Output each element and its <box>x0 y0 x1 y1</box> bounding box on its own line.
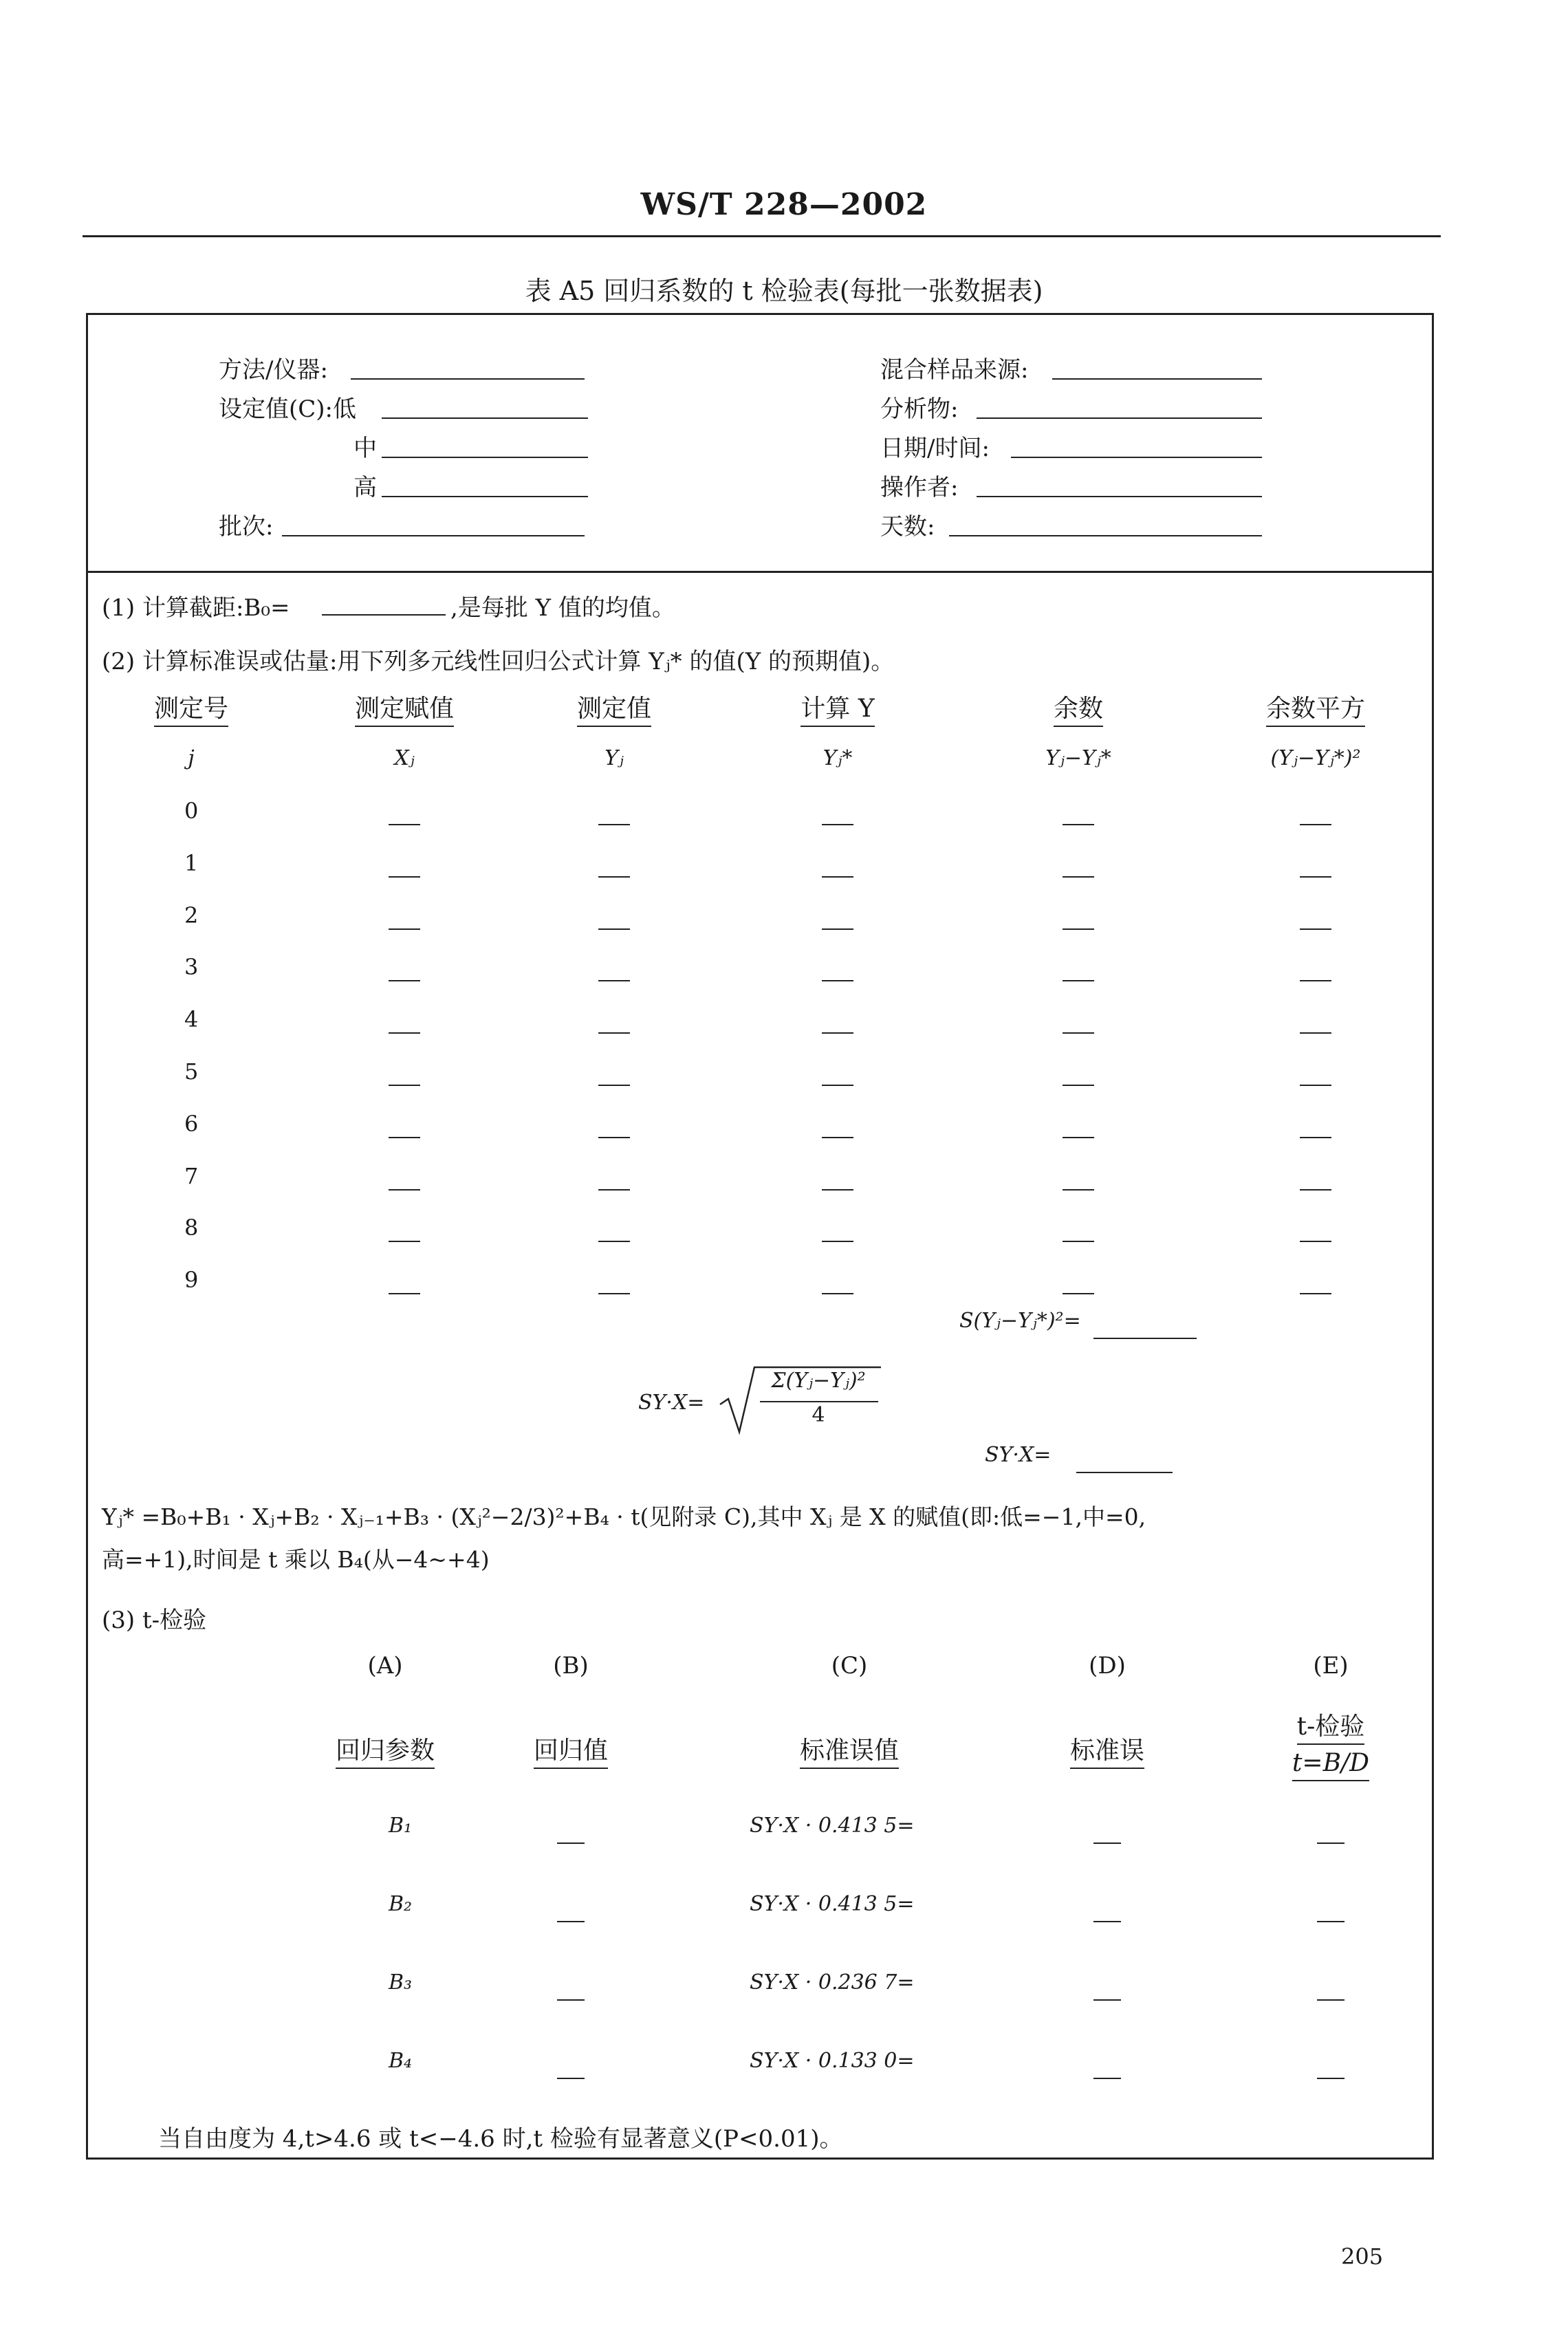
syx-numerator: Σ(Yⱼ−Yⱼ)² <box>771 1369 866 1393</box>
header-rule <box>83 235 1441 237</box>
setpoint-high-field[interactable] <box>382 496 588 497</box>
blank-cell[interactable] <box>1063 980 1094 981</box>
operator-label: 操作者: <box>880 474 959 501</box>
setpoint-high-label: 高 <box>353 474 377 501</box>
row-index: 7 <box>184 1162 199 1189</box>
blank-cell[interactable] <box>1063 876 1094 878</box>
row-index: 4 <box>184 1006 199 1033</box>
batch-field[interactable] <box>282 535 585 536</box>
row-index: 8 <box>184 1215 199 1241</box>
significance-note: 当自由度为 4,t>4.6 或 t<−4.6 时,t 检验有显著意义(P<0.01)。 <box>158 2125 843 2153</box>
blank-cell[interactable] <box>389 1137 420 1138</box>
setpoint-mid-label: 中 <box>353 435 377 462</box>
col-letter-d: (D) <box>1089 1652 1126 1680</box>
equation-line2: 高=+1),时间是 t 乘以 B₄(从−4~+4) <box>102 1546 490 1573</box>
blank-cell[interactable] <box>1093 1842 1121 1844</box>
blank-cell[interactable] <box>1063 1032 1094 1034</box>
blank-cell[interactable] <box>1063 928 1094 930</box>
blank-cell[interactable] <box>1317 1999 1344 2001</box>
row-index: 0 <box>184 798 199 824</box>
ttest-header-se-text: 标准误 <box>1070 1737 1144 1769</box>
method-instrument-label: 方法/仪器: <box>219 356 328 384</box>
ttest-header-value <box>461 1731 681 1766</box>
col-header-residual-sq-text: 余数平方 <box>1266 695 1365 727</box>
step3-title: (3) t-检验 <box>102 1607 207 1634</box>
equation-line1: Yⱼ* =B₀+B₁ · Xⱼ+B₂ · Xⱼ₋₁+B₃ · (Xⱼ²−2/3)²+B₄ · t(见附录 C),其中 Xⱼ 是 X 的赋值(即:低=−1,中=0, <box>102 1503 1146 1530</box>
blank-cell[interactable] <box>822 1189 853 1191</box>
sym-yj: Yⱼ <box>605 746 624 770</box>
setpoint-low-field[interactable] <box>382 417 588 419</box>
blank-cell[interactable] <box>1063 824 1094 825</box>
blank-cell[interactable] <box>1300 928 1331 930</box>
ttest-header-se <box>997 1731 1217 1766</box>
operator-field[interactable] <box>977 496 1262 497</box>
blank-cell[interactable] <box>557 2078 585 2079</box>
blank-cell[interactable] <box>1063 1137 1094 1138</box>
blank-cell[interactable] <box>1300 1085 1331 1086</box>
sum-squares-label: S(Yⱼ−Yⱼ*)²= <box>959 1309 1081 1333</box>
ttest-header-formula <box>1221 1749 1441 1777</box>
step1-suffix: ,是每批 Y 值的均值。 <box>450 594 675 622</box>
days-field[interactable] <box>949 535 1262 536</box>
blank-cell[interactable] <box>389 1189 420 1191</box>
ttest-param: B₁ <box>389 1814 413 1838</box>
ttest-se-formula: SY·X · 0.133 0= <box>750 2049 915 2073</box>
col-header-calc-y-text: 计算 Y <box>801 695 874 727</box>
blank-cell[interactable] <box>1300 1032 1331 1034</box>
ttest-header-param-text: 回归参数 <box>336 1737 435 1769</box>
blank-cell[interactable] <box>822 928 853 930</box>
blank-cell[interactable] <box>1093 1999 1121 2001</box>
col-letter-e: (E) <box>1313 1652 1349 1680</box>
syx-denominator: 4 <box>812 1403 825 1427</box>
blank-cell[interactable] <box>598 1032 630 1034</box>
sym-residual: Yⱼ−Yⱼ* <box>1045 746 1111 770</box>
blank-cell[interactable] <box>1300 980 1331 981</box>
col-letter-b: (B) <box>553 1652 589 1680</box>
row-index: 1 <box>184 849 199 876</box>
sym-yj-star: Yⱼ* <box>823 746 853 770</box>
col-header-residual <box>968 689 1188 724</box>
blank-cell[interactable] <box>1093 1921 1121 1922</box>
blank-cell[interactable] <box>598 824 630 825</box>
ttest-param: B₄ <box>389 2049 413 2073</box>
syx-field[interactable] <box>1076 1472 1173 1473</box>
col-header-measured <box>504 689 724 724</box>
row-index: 9 <box>184 1267 199 1294</box>
page-number: 205 <box>1341 2243 1384 2270</box>
ttest-header-t-text: t-检验 <box>1297 1713 1365 1745</box>
blank-cell[interactable] <box>1300 1293 1331 1294</box>
date-time-field[interactable] <box>1011 457 1262 458</box>
blank-cell[interactable] <box>822 824 853 825</box>
blank-cell[interactable] <box>389 1085 420 1086</box>
col-header-residual-sq <box>1206 689 1426 724</box>
blank-cell[interactable] <box>1317 1921 1344 1922</box>
ttest-header-formula-text: t=B/D <box>1292 1749 1369 1781</box>
blank-cell[interactable] <box>1300 1137 1331 1138</box>
method-instrument-field[interactable] <box>351 378 585 380</box>
blank-cell[interactable] <box>598 876 630 878</box>
blank-cell[interactable] <box>822 980 853 981</box>
row-index: 6 <box>184 1110 199 1137</box>
blank-cell[interactable] <box>598 1085 630 1086</box>
ttest-header-t <box>1221 1707 1441 1742</box>
row-index: 3 <box>184 954 199 981</box>
blank-cell[interactable] <box>822 1293 853 1294</box>
table-title: 表 A5 回归系数的 t 检验表(每批一张数据表) <box>525 276 1043 306</box>
ttest-se-formula: SY·X · 0.236 7= <box>750 1970 915 1994</box>
blank-cell[interactable] <box>389 824 420 825</box>
ttest-se-formula: SY·X · 0.413 5= <box>750 1892 915 1916</box>
blank-cell[interactable] <box>1317 1842 1344 1844</box>
blank-cell[interactable] <box>822 1085 853 1086</box>
col-header-id <box>81 689 301 724</box>
blank-cell[interactable] <box>389 876 420 878</box>
row-index: 5 <box>184 1058 199 1085</box>
step2-text: (2) 计算标准误或估量:用下列多元线性回归公式计算 Yⱼ* 的值(Y 的预期值)。 <box>102 648 895 675</box>
ttest-param: B₃ <box>389 1970 413 1994</box>
blank-cell[interactable] <box>557 1999 585 2001</box>
blank-cell[interactable] <box>389 928 420 930</box>
blank-cell[interactable] <box>1063 1293 1094 1294</box>
blank-cell[interactable] <box>598 1241 630 1242</box>
blank-cell[interactable] <box>557 1921 585 1922</box>
sym-residual-sq: (Yⱼ−Yⱼ*)² <box>1270 746 1361 770</box>
blank-cell[interactable] <box>598 928 630 930</box>
ttest-header-se-value-text: 标准误值 <box>800 1737 899 1769</box>
blank-cell[interactable] <box>1317 2078 1344 2079</box>
step1-prefix: (1) 计算截距:B₀= <box>102 594 290 622</box>
document-code: WS/T 228—2002 <box>640 187 928 222</box>
blank-cell[interactable] <box>1300 824 1331 825</box>
row-index: 2 <box>184 902 199 928</box>
sym-xj: Xⱼ <box>394 746 415 770</box>
sample-source-label: 混合样品来源: <box>880 356 1029 384</box>
ttest-se-formula: SY·X · 0.413 5= <box>750 1814 915 1838</box>
col-header-assigned <box>294 689 514 724</box>
blank-cell[interactable] <box>389 1032 420 1034</box>
blank-cell[interactable] <box>1300 876 1331 878</box>
setpoint-low-label: 设定值(C):低 <box>219 395 356 423</box>
blank-cell[interactable] <box>1300 1189 1331 1191</box>
syx-formula-left: SY·X= <box>638 1391 705 1415</box>
syx-label: SY·X= <box>985 1443 1052 1467</box>
col-header-residual-text: 余数 <box>1054 695 1103 727</box>
blank-cell[interactable] <box>822 1241 853 1242</box>
blank-cell[interactable] <box>822 1137 853 1138</box>
analyte-label: 分析物: <box>880 395 959 423</box>
setpoint-mid-field[interactable] <box>382 457 588 458</box>
analyte-field[interactable] <box>977 417 1262 419</box>
blank-cell[interactable] <box>598 1293 630 1294</box>
sym-j: j <box>188 746 195 770</box>
blank-cell[interactable] <box>1093 2078 1121 2079</box>
blank-cell[interactable] <box>389 1241 420 1242</box>
col-letter-a: (A) <box>367 1652 403 1680</box>
sample-source-field[interactable] <box>1052 378 1262 380</box>
date-time-label: 日期/时间: <box>880 435 990 462</box>
frame-divider <box>86 571 1434 573</box>
intercept-field[interactable] <box>322 614 446 616</box>
ttest-header-se-value <box>739 1731 959 1766</box>
col-letter-c: (C) <box>831 1652 868 1680</box>
col-header-calc-y <box>728 689 948 724</box>
blank-cell[interactable] <box>557 1842 585 1844</box>
blank-cell[interactable] <box>822 1032 853 1034</box>
blank-cell[interactable] <box>1300 1241 1331 1242</box>
blank-cell[interactable] <box>598 1189 630 1191</box>
ttest-param: B₂ <box>389 1892 413 1916</box>
days-label: 天数: <box>880 513 935 541</box>
blank-cell[interactable] <box>1063 1241 1094 1242</box>
sum-squares-field[interactable] <box>1093 1338 1197 1339</box>
blank-cell[interactable] <box>1063 1085 1094 1086</box>
blank-cell[interactable] <box>598 980 630 981</box>
blank-cell[interactable] <box>1063 1189 1094 1191</box>
blank-cell[interactable] <box>389 980 420 981</box>
col-header-assigned-text: 测定赋值 <box>355 695 454 727</box>
blank-cell[interactable] <box>598 1137 630 1138</box>
blank-cell[interactable] <box>822 876 853 878</box>
batch-label: 批次: <box>219 513 274 541</box>
col-header-id-text: 测定号 <box>154 695 228 727</box>
ttest-header-value-text: 回归值 <box>534 1737 608 1769</box>
col-header-measured-text: 测定值 <box>577 695 651 727</box>
blank-cell[interactable] <box>389 1293 420 1294</box>
